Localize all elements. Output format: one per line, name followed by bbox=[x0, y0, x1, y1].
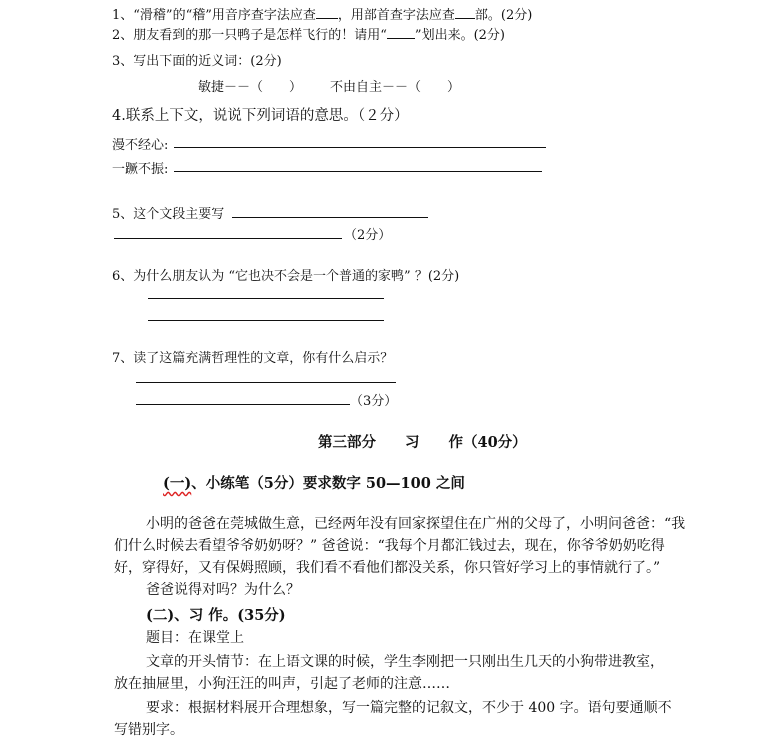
section1-line-1: 小明的爸爸在莞城做生意，已经两年没有回家探望住在广州的父母了，小明问爸爸：“我 bbox=[146, 516, 686, 532]
section2-line-2: 放在抽屉里，小狗汪汪的叫声，引起了老师的注意…… bbox=[114, 676, 450, 692]
section1-line-2: 们什么时候去看望爷爷奶奶呀？” 爸爸说：“我每个月都汇钱过去，现在，你爷爷奶奶吃得 bbox=[114, 538, 665, 554]
section2-topic: 题目：在课堂上 bbox=[146, 630, 244, 646]
synonym-2[interactable]: 不由自主－－（ ） bbox=[330, 80, 461, 95]
answer-line[interactable] bbox=[148, 298, 384, 299]
answer-line[interactable] bbox=[174, 147, 546, 148]
answer-line[interactable] bbox=[136, 382, 396, 383]
question-7: 7、读了这篇充满哲理性的文章，你有什么启示？ bbox=[112, 351, 394, 366]
answer-blank[interactable] bbox=[316, 5, 338, 19]
section1-mark: (一) bbox=[163, 475, 192, 492]
section1-line-3: 好，穿得好，又有保姆照顾，我们看不看他们都没关系，你只管好学习上的事情就行了。” bbox=[114, 560, 661, 576]
part3-title: 第三部分 习 作（40分） bbox=[318, 434, 527, 451]
question-2 bbox=[112, 24, 505, 43]
underline-sample bbox=[387, 25, 415, 39]
question-1-prefix: 1、“滑稽”的“稽”用音序查字法应查 bbox=[112, 8, 316, 23]
answer-line[interactable] bbox=[148, 320, 384, 321]
question-5: 5、这个文段主要写 bbox=[112, 207, 225, 222]
answer-line[interactable] bbox=[174, 171, 542, 172]
question-2-suffix: ”划出来。(2分) bbox=[414, 28, 505, 43]
answer-line[interactable] bbox=[114, 238, 342, 239]
section1-heading bbox=[163, 472, 465, 493]
section2-line-4: 写错别字。 bbox=[114, 722, 184, 738]
question-2-prefix: 2、朋友看到的那一只鸭子是怎样飞行的！请用“ bbox=[112, 28, 387, 43]
term-1: 漫不经心: bbox=[112, 138, 169, 153]
question-1 bbox=[112, 4, 532, 23]
question-7-score: （3分） bbox=[350, 394, 398, 409]
question-5-score: （2分） bbox=[344, 228, 392, 243]
section2-title: (二)、习 作。(35分) bbox=[146, 607, 286, 624]
answer-line[interactable] bbox=[136, 404, 350, 405]
section2-line-1: 文章的开头情节：在上语文课的时候，学生李刚把一只刚出生几天的小狗带进教室， bbox=[146, 654, 664, 670]
term-2: 一蹶不振: bbox=[112, 162, 169, 177]
section1-title: 、小练笔（5分）要求数字 50—100 之间 bbox=[191, 475, 465, 492]
question-1-suffix: 部。(2分) bbox=[474, 8, 533, 23]
answer-line[interactable] bbox=[232, 217, 428, 218]
synonym-1[interactable]: 敏捷－－（ ） bbox=[198, 80, 303, 95]
question-4: 4.联系上下文，说说下列词语的意思。（２分） bbox=[112, 108, 409, 124]
section2-line-3: 要求：根据材料展开合理想象，写一篇完整的记叙文，不少于 400 字。语句要通顺不 bbox=[146, 700, 672, 716]
question-6: 6、为什么朋友认为 “它也决不会是一个普通的家鸭” ？(2分) bbox=[112, 269, 460, 284]
section1-line-4: 爸爸说得对吗？为什么？ bbox=[146, 582, 300, 598]
question-1-mid: ，用部首查字法应查 bbox=[337, 8, 455, 23]
question-3: 3、写出下面的近义词：(2分) bbox=[112, 54, 282, 69]
answer-blank[interactable] bbox=[455, 5, 475, 19]
